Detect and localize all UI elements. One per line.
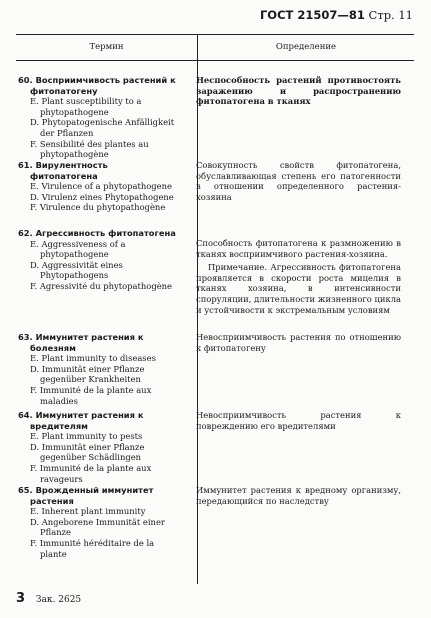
term-french: F. Immunité de la plante aux maladies	[30, 384, 152, 406]
footer-page-number: 3	[16, 591, 26, 606]
term-english: E. Plant susceptibility to a phytopathogene	[30, 96, 142, 117]
table-header-rule	[16, 60, 414, 61]
term-definition: Неспособность растений противостоять заражению и распространению фитопатогена в тканях	[196, 75, 401, 107]
term-definition: Способность фитопатогена к размножению в тканях восприимчивого растения-хозяина. Примечание. Агрессивность фитопатогена проявляется в скорости роста мицелия в тканях хозяина, в интенсивности споруляции, длительности жизненного цикла и устойчивости к экстремальным условиям	[196, 238, 402, 315]
term-entry	[18, 160, 178, 213]
term-title: 65. Врожденный иммунитет растения	[18, 485, 154, 506]
term-french: F. Sensibilité des plantes au phytopathogène	[30, 138, 149, 160]
term-english: E. Plant immunity to diseases	[30, 353, 156, 364]
term-english: E. Aggressiveness of a phytopathogene	[30, 238, 126, 260]
term-french: F. Virulence du phytopathogène	[30, 202, 166, 213]
term-title: 62. Агрессивность фитопатогена	[18, 228, 176, 238]
term-german: D. Angeborene Immunität einer Pflanze	[30, 516, 165, 538]
term-english: E. Virulence of a phytopathogene	[30, 181, 172, 192]
term-entry	[18, 410, 178, 484]
term-entry	[18, 228, 178, 292]
term-german: D. Phytopatogenische Anfälligkeit der Pflanzen	[30, 117, 175, 138]
term-title: 60. Восприимчивость растений к фитопатогену	[18, 75, 176, 96]
table-top-rule	[16, 34, 414, 35]
order-number: Зак. 2625	[35, 595, 82, 605]
term-german: D. Aggressivität eines Phytopathogens	[30, 259, 123, 281]
term-french: F. Immunité de la plante aux ravageurs	[30, 462, 152, 484]
term-definition: Невосприимчивость растения по отношению к фитопатогену	[196, 332, 401, 353]
term-title: 64. Иммунитет растения к вредителям	[18, 410, 144, 431]
term-english: E. Plant immunity to pests	[30, 431, 143, 442]
page-number-label: Стр. 11	[368, 8, 413, 22]
term-entry	[18, 332, 178, 406]
term-german: D. Virulenz eines Phytopathogene	[30, 191, 174, 202]
term-entry	[18, 75, 178, 160]
term-english: E. Inherent plant immunity	[30, 506, 146, 517]
column-header-definition: Определение	[275, 42, 337, 52]
term-french: F. Agressivité du phytopathogène	[30, 280, 173, 291]
term-definition: Иммунитет растения к вредному организму, передающийся по наследству	[196, 485, 401, 506]
column-header-terms: Термин	[89, 42, 124, 52]
term-title: 63. Иммунитет растения к болезням	[18, 332, 144, 353]
term-german: D. Immunität einer Pflanze gegenüber Krankheiten	[30, 363, 145, 385]
term-definition: Невосприимчивость растения к повреждению его вредителями	[196, 410, 401, 431]
term-title: 61. Вирулентность фитопатогена	[18, 160, 108, 181]
term-definition: Совокупность свойств фитопатогена, обуславливающая степень его патогенности в отношении определенного растения-хозяина	[196, 160, 401, 202]
term-german: D. Immunität einer Pflanze gegenüber Schädlingen	[30, 441, 145, 463]
term-entry	[18, 485, 178, 559]
page-header	[260, 8, 413, 22]
page-footer	[16, 591, 81, 606]
standard-number: ГОСТ 21507—81	[259, 8, 365, 22]
term-note: Примечание. Агрессивность фитопатогена проявляется в скорости роста мицелия в тканях хозяина, в интенсивности споруляции, длительности жизненного цикла и устойчивости к экстремальным условиям	[196, 262, 402, 315]
term-french: F. Immunité héréditaire de la plante	[30, 537, 155, 559]
